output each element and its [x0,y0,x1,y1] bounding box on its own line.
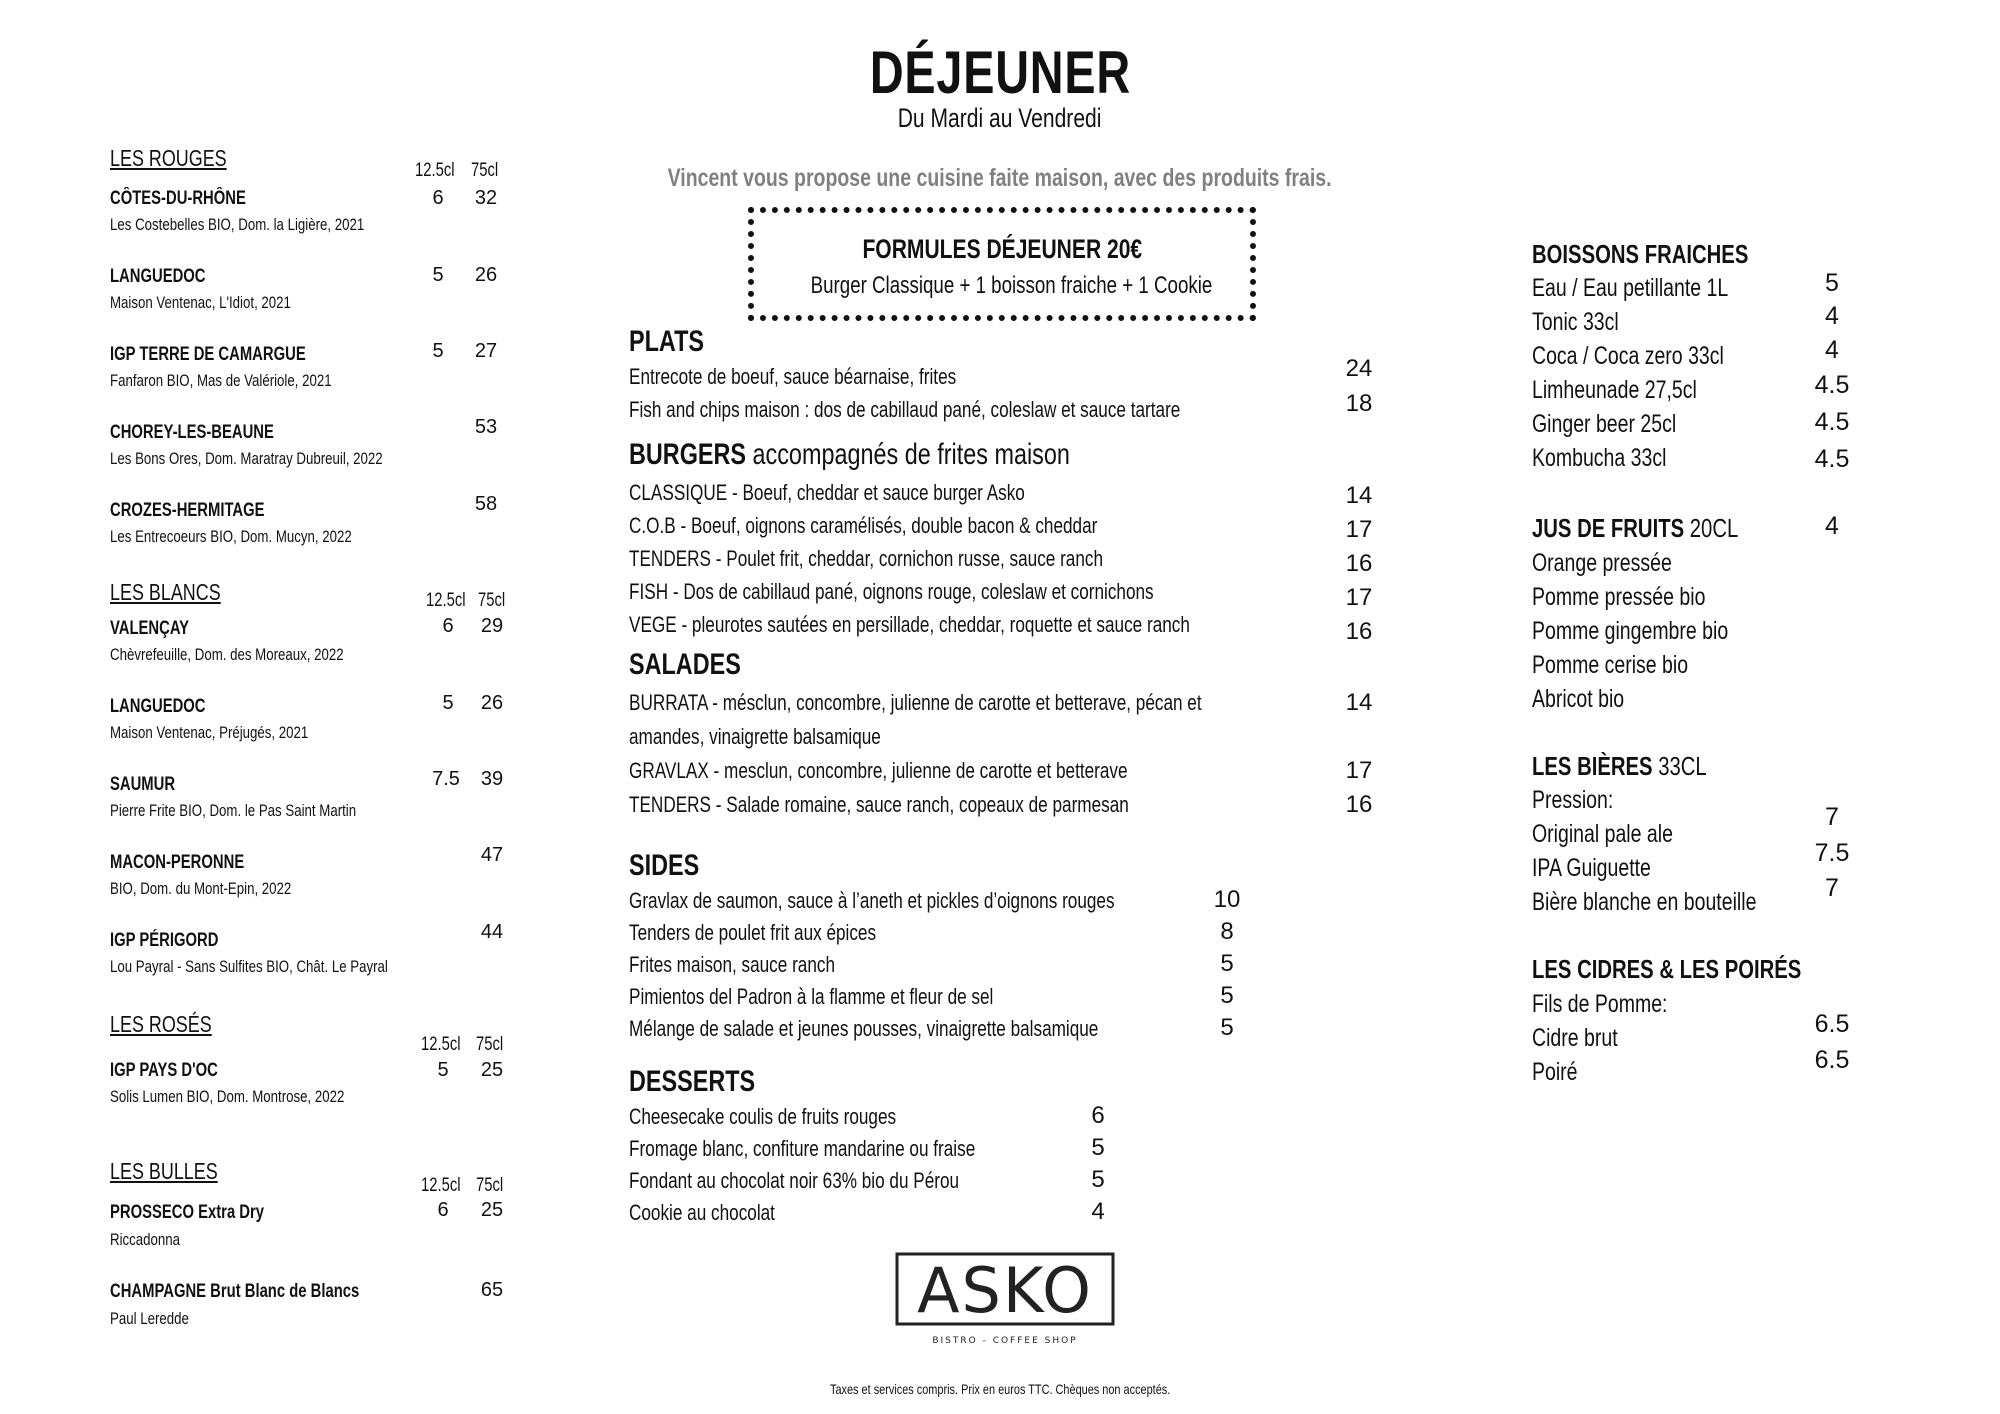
menu-item-price: 5 [1220,950,1234,977]
menu-item-label: BURRATA - mésclun, concombre, julienne de carotte et betterave, pécan et [629,690,1202,715]
drink-label: Bière blanche en bouteille [1532,888,1757,916]
wine-bottle-price: 32 [474,187,498,209]
menu-item-label: TENDERS - Poulet frit, cheddar, cornichon russe, sauce ranch [629,546,1104,571]
menu-item-label: FISH - Dos de cabillaud pané, oignons rouge, coleslaw et cornichons [629,579,1154,604]
wine-glass-price: 7.5 [432,768,460,790]
section-title-bieres-text: LES BIÈRES [1532,751,1653,781]
section-title-sides: SIDES [629,849,700,882]
wine-category-rouges: LES ROUGES [110,145,227,171]
drink-price: 4.5 [1814,445,1850,473]
section-title-jus-text: JUS DE FRUITS [1532,513,1685,543]
menu-item-price: 4 [1091,1198,1105,1225]
wine-glass-price: 5 [432,340,444,362]
size-header-glass: 12.5cl [415,160,455,181]
menu-item-price: 24 [1345,355,1373,382]
drink-label: Kombucha 33cl [1532,444,1667,472]
menu-item-label: Fromage blanc, confiture mandarine ou fraise [629,1136,976,1161]
wine-description: Solis Lumen BIO, Dom. Montrose, 2022 [110,1087,345,1106]
menu-item-label: GRAVLAX - mesclun, concombre, julienne de carotte et betterave [629,758,1128,783]
wine-name: PROSSECO Extra Dry [110,1202,265,1223]
wine-bottle-price: 58 [474,493,498,515]
menu-item-price: 17 [1345,584,1373,611]
menu-item-label: Fish and chips maison : dos de cabillaud pané, coleslaw et sauce tartare [629,397,1181,422]
wine-description: Lou Payral - Sans Sulfites BIO, Chât. Le Payral [110,957,388,976]
asko-logo [895,1252,1115,1348]
drink-price: 4 [1825,302,1839,330]
wine-bottle-price: 65 [480,1279,504,1301]
drink-label: Limheunade 27,5cl [1532,376,1697,404]
drink-price: 6.5 [1814,1010,1850,1038]
menu-item-price: 8 [1220,918,1234,945]
section-title-burgers-text: BURGERS [629,438,747,471]
menu-item-price: 5 [1091,1166,1105,1193]
menu-item-label: Cheesecake coulis de fruits rouges [629,1104,897,1129]
drink-label: Ginger beer 25cl [1532,410,1677,438]
page-title: DÉJEUNER [869,39,1131,106]
menu-item-label: Pimientos del Padron à la flamme et fleur de sel [629,984,994,1009]
wine-description: Maison Ventenac, L'Idiot, 2021 [110,293,291,312]
drink-label: IPA Guiguette [1532,854,1651,882]
wine-name: IGP PÉRIGORD [110,930,219,951]
menu-item-label: VEGE - pleurotes sautées en persillade, cheddar, roquette et sauce ranch [629,612,1190,637]
wine-description: Les Entrecoeurs BIO, Dom. Mucyn, 2022 [110,527,352,546]
page-subtitle: Du Mardi au Vendredi [898,103,1102,133]
wine-bottle-price: 29 [480,615,504,637]
section-title-burgers [629,437,1194,473]
size-header-bottle: 75cl [478,590,506,611]
menu-item-price: 17 [1345,516,1373,543]
drink-price: 7 [1825,803,1839,831]
size-header-glass: 12.5cl [421,1175,461,1196]
drink-label: Pomme cerise bio [1532,651,1689,679]
drink-label: Cidre brut [1532,1024,1618,1052]
formula-box [748,207,1256,321]
size-header-glass: 12.5cl [426,590,466,611]
menu-item-label: Gravlax de saumon, sauce à l’aneth et pickles d’oignons rouges [629,888,1115,913]
footer-note: Taxes et services compris. Prix en euros TTC. Chèques non acceptés. [829,1381,1171,1397]
wine-glass-price: 5 [437,1059,449,1081]
wine-glass-price: 6 [442,615,454,637]
menu-item-label: Cookie au chocolat [629,1200,775,1225]
section-subtitle-bieres: 33CL [1658,751,1707,781]
menu-item-price: 17 [1345,757,1373,784]
menu-item-price: 14 [1345,689,1373,716]
section-title-bieres [1532,750,1756,782]
menu-item-label: CLASSIQUE - Boeuf, cheddar et sauce burger Asko [629,480,1025,505]
wine-name: CHOREY-LES-BEAUNE [110,422,274,443]
formula-title: FORMULES DÉJEUNER 20€ [862,234,1142,264]
wine-category-bulles: LES BULLES [110,1158,218,1184]
menu-item-label: Frites maison, sauce ranch [629,952,836,977]
section-subtitle-burgers: accompagnés de frites maison [752,438,1070,471]
wine-name: SAUMUR [110,774,176,795]
wine-bottle-price: 26 [480,692,504,714]
drink-label: Abricot bio [1532,685,1625,713]
drink-label: Tonic 33cl [1532,308,1619,336]
intro-text: Vincent vous propose une cuisine faite maison, avec des produits frais. [667,164,1332,192]
menu-item-price: 16 [1345,791,1373,818]
wine-description: Chèvrefeuille, Dom. des Moreaux, 2022 [110,645,344,664]
wine-name: MACON-PERONNE [110,852,245,873]
wine-description: Pierre Frite BIO, Dom. le Pas Saint Martin [110,801,357,820]
menu-item-price: 18 [1345,390,1373,417]
wine-glass-price: 6 [432,187,444,209]
wine-name: CHAMPAGNE Brut Blanc de Blancs [110,1281,360,1302]
drink-price: 7 [1825,874,1839,902]
wine-description: Paul Leredde [110,1309,189,1328]
drink-label: Pression: [1532,786,1614,814]
menu-item-price: 14 [1345,482,1373,509]
wine-category-blancs: LES BLANCS [110,579,221,605]
drink-price: 7.5 [1814,839,1850,867]
wine-name: VALENÇAY [110,618,190,639]
menu-item-price: 10 [1213,886,1241,913]
menu-item-price: 6 [1091,1102,1105,1129]
section-subtitle-jus: 20CL [1689,513,1739,543]
wine-glass-price: 6 [437,1199,449,1221]
wine-name: IGP PAYS D'OC [110,1060,218,1081]
menu-item-price: 5 [1091,1134,1105,1161]
wine-name: CROZES-HERMITAGE [110,500,265,521]
drink-label: Eau / Eau petillante 1L [1532,274,1729,302]
drink-label: Pomme gingembre bio [1532,617,1729,645]
menu-item-price: 16 [1345,550,1373,577]
wine-name: LANGUEDOC [110,696,206,717]
menu-item-label: Entrecote de boeuf, sauce béarnaise, frites [629,364,957,389]
section-title-plats: PLATS [629,325,704,358]
section-title-desserts: DESSERTS [629,1065,756,1098]
drink-price: 4 [1825,336,1839,364]
wine-description: Les Bons Ores, Dom. Maratray Dubreuil, 2022 [110,449,383,468]
wine-description: BIO, Dom. du Mont-Epin, 2022 [110,879,292,898]
formula-description: Burger Classique + 1 boisson fraiche + 1 Cookie [810,272,1213,299]
drink-price: 4 [1825,512,1839,540]
drink-price: 4.5 [1814,371,1850,399]
wine-name: LANGUEDOC [110,266,206,287]
wine-bottle-price: 44 [480,921,504,943]
size-header-bottle: 75cl [476,1034,504,1055]
logo-wordmark: ASKO [917,1254,1093,1327]
wine-bottle-price: 47 [480,844,504,866]
section-title-jus [1532,512,1796,544]
drink-label: Poiré [1532,1058,1578,1086]
wine-name: CÔTES-DU-RHÔNE [110,188,246,209]
wine-category-roses: LES ROSÉS [110,1011,212,1037]
menu-item-label: TENDERS - Salade romaine, sauce ranch, copeaux de parmesan [629,792,1129,817]
size-header-bottle: 75cl [476,1175,504,1196]
size-header-glass: 12.5cl [421,1034,461,1055]
section-title-cidres: LES CIDRES & LES POIRÉS [1532,954,1802,984]
drink-label: Fils de Pomme: [1532,990,1668,1018]
menu-item-label: C.O.B - Boeuf, oignons caramélisés, double bacon & cheddar [629,513,1098,538]
drink-label: Coca / Coca zero 33cl [1532,342,1724,370]
wine-bottle-price: 25 [480,1059,504,1081]
wine-description: Fanfaron BIO, Mas de Valériole, 2021 [110,371,332,390]
wine-bottle-price: 25 [480,1199,504,1221]
wine-description: Riccadonna [110,1230,181,1249]
section-title-boissons: BOISSONS FRAICHES [1532,239,1749,269]
drink-label: Original pale ale [1532,820,1673,848]
drink-label: Pomme pressée bio [1532,583,1706,611]
wine-glass-price: 5 [432,264,444,286]
wine-description: Maison Ventenac, Préjugés, 2021 [110,723,309,742]
menu-item-label: Fondant au chocolat noir 63% bio du Pérou [629,1168,960,1193]
drink-price: 4.5 [1814,408,1850,436]
size-header-bottle: 75cl [471,160,499,181]
wine-bottle-price: 39 [480,768,504,790]
wine-bottle-price: 53 [474,416,498,438]
menu-item-price: 5 [1220,1014,1234,1041]
wine-glass-price: 5 [442,692,454,714]
wine-bottle-price: 26 [474,264,498,286]
menu-item-price: 16 [1345,618,1373,645]
wine-bottle-price: 27 [474,340,498,362]
wine-name: IGP TERRE DE CAMARGUE [110,344,306,365]
menu-item-label: Tenders de poulet frit aux épices [629,920,877,945]
drink-label: Orange pressée [1532,549,1672,577]
drink-price: 6.5 [1814,1046,1850,1074]
menu-item-label-continued: amandes, vinaigrette balsamique [629,724,881,749]
wine-description: Les Costebelles BIO, Dom. la Ligière, 2021 [110,215,365,234]
menu-item-label: Mélange de salade et jeunes pousses, vinaigrette balsamique [629,1016,1099,1041]
drink-price: 5 [1825,269,1839,297]
section-title-salades: SALADES [629,648,741,681]
logo-tagline: BISTRO - COFFEE SHOP [932,1336,1078,1346]
menu-item-price: 5 [1220,982,1234,1009]
